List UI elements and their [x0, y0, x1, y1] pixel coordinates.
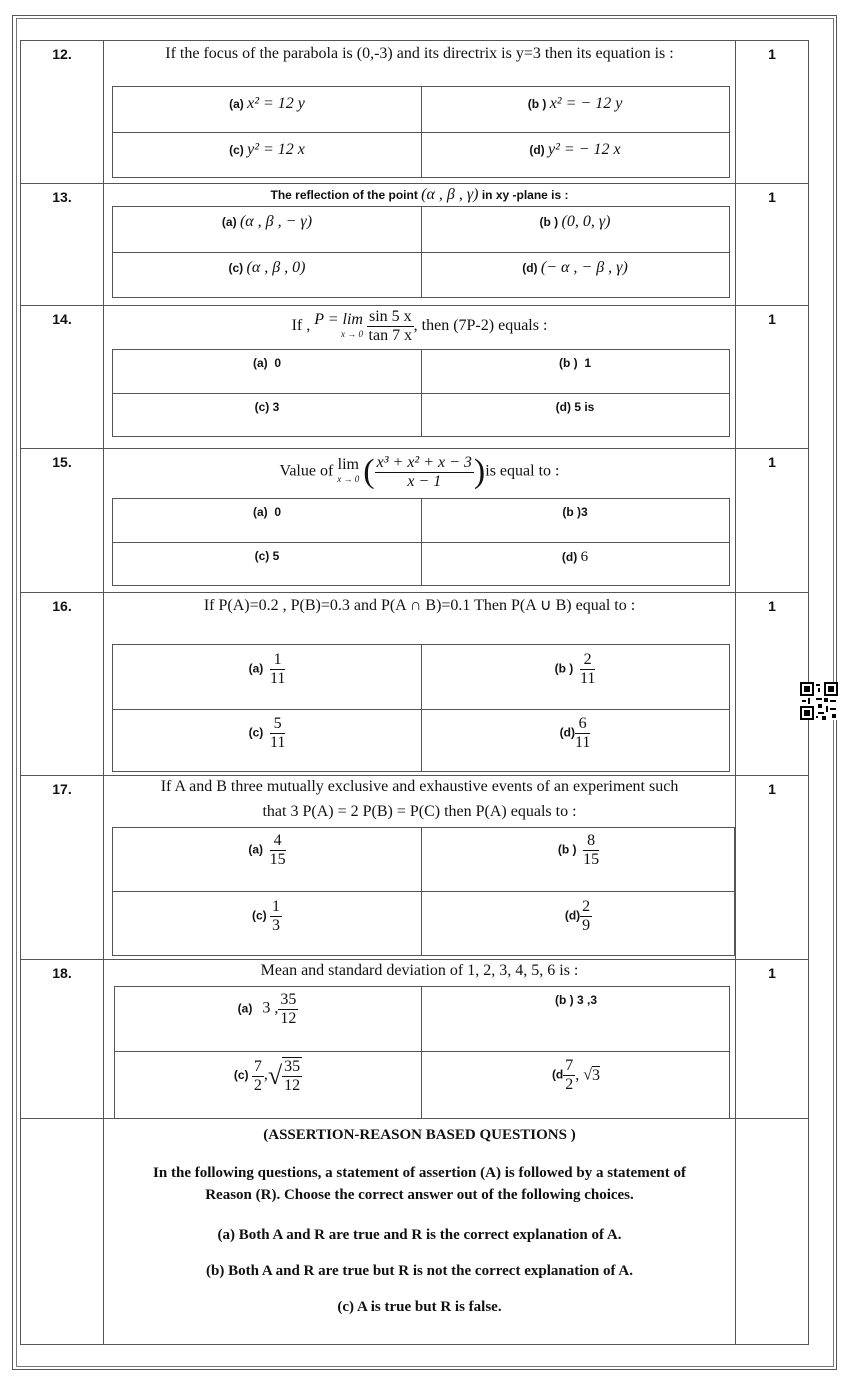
question-row-17 — [20, 776, 809, 960]
question-stem: The reflection of the point (α , β , γ) in xy -plane is : — [270, 186, 569, 203]
question-row-16 — [20, 593, 809, 776]
qr-code-icon — [800, 682, 838, 720]
section-heading: (ASSERTION-REASON BASED QUESTIONS ) — [263, 1127, 576, 1143]
instructions-line-2: Reason (R). Choose the correct answer out of the following choices. — [205, 1187, 634, 1203]
marks: 1 — [735, 306, 808, 448]
marks: 1 — [735, 593, 808, 775]
option-a: (a) 3 , $\frac{35}{12}$ — [237, 991, 297, 1027]
question-stem-line-2: that 3 P(A) = 2 P(B) = P(C) then P(A) equals to : — [262, 803, 577, 820]
option-b: (b ) $\frac{2}{11}$ — [554, 651, 596, 687]
option-c: (c) 5 — [254, 549, 280, 563]
question-number-blank — [21, 1119, 104, 1344]
option-a: (a) 0 — [252, 356, 282, 370]
option-d: (d) 6 — [561, 549, 589, 565]
question-stem: Mean and standard deviation of 1, 2, 3, 4, 5, 6 is : — [260, 962, 579, 979]
option-b: (b ) 3 ,3 — [554, 993, 597, 1007]
options-grid — [112, 206, 730, 298]
options-grid — [112, 498, 730, 586]
choice-b: (b) Both A and R are true but R is not the correct explanation of A. — [206, 1263, 633, 1279]
option-b: (b ) (0, 0, γ) — [539, 213, 611, 230]
question-row-12 — [20, 40, 809, 184]
option-b: (b ) 1 — [558, 356, 591, 370]
question-number: 15. — [21, 449, 104, 592]
choice-c: (c) A is true but R is false. — [337, 1299, 502, 1315]
question-stem-line-1: If A and B three mutually exclusive and exhaustive events of an experiment such — [160, 778, 679, 795]
option-d: (d) $\frac{6}{11}$ — [559, 715, 591, 751]
option-c: (c) $\frac{1}{3}$ — [251, 898, 280, 934]
choice-a: (a) Both A and R are true and R is the correct explanation of A. — [217, 1227, 622, 1243]
question-stem: If the focus of the parabola is (0,-3) and its directrix is y=3 then its equation is : — [165, 45, 674, 62]
marks: 1 — [735, 41, 808, 183]
options-grid — [112, 644, 730, 772]
marks: 1 — [735, 776, 808, 959]
option-d: (d) y² = − 12 x — [529, 141, 621, 158]
question-number: 13. — [21, 184, 104, 305]
question-row-14 — [20, 306, 809, 449]
option-d: (d) $\frac{2}{9}$ — [564, 898, 591, 934]
marks-blank — [735, 1119, 808, 1344]
option-c: (c) $\frac{7}{2}$ ,√ $\frac{35}{12}$ — [233, 1057, 301, 1094]
option-b: (b ) x² = − 12 y — [527, 95, 623, 112]
question-row-18 — [20, 960, 809, 1119]
option-a: (a) x² = 12 y — [229, 95, 305, 112]
question-stem: If P(A)=0.2 , P(B)=0.3 and P(A ∩ B)=0.1 Then P(A ∪ B) equal to : — [203, 597, 636, 614]
instructions-line-1: In the following questions, a statement of assertion (A) is followed by a statement of — [153, 1165, 686, 1181]
options-grid — [112, 86, 730, 178]
question-row-15 — [20, 449, 809, 593]
options-grid — [114, 986, 730, 1119]
options-grid — [112, 827, 735, 956]
question-stem: If , P = lim x → 0 $\frac{\sin 5 x}{\tan 7 x}$ , then (7P-2) equals : — [291, 308, 548, 344]
assertion-reason-section — [20, 1119, 809, 1345]
question-row-13 — [20, 184, 809, 306]
option-a: (a) 0 — [252, 505, 282, 519]
option-d: (d) (− α , − β , γ) — [522, 259, 628, 276]
marks: 1 — [735, 184, 808, 305]
option-a: (a) $\frac{4}{15}$ — [248, 832, 286, 868]
option-c: (c) 3 — [254, 400, 280, 414]
option-b: (b )3 — [562, 505, 588, 519]
option-a: (a) (α , β , − γ) — [221, 213, 313, 230]
question-number: 14. — [21, 306, 104, 448]
question-stem: Value of lim x → 0 ( $\frac{\text{x³ + x² + x − 3}}{x - 1}$ )is equal to : — [279, 453, 560, 490]
option-c: (c) (α , β , 0) — [228, 259, 306, 276]
option-a: (a) $\frac{1}{11}$ — [248, 651, 286, 687]
option-b: (b ) $\frac{8}{15}$ — [557, 832, 600, 868]
options-grid — [112, 349, 730, 437]
question-number: 16. — [21, 593, 104, 775]
option-d: (d) 5 is — [555, 400, 595, 414]
option-d: (d $\frac{7}{2}$ , √3 — [551, 1057, 601, 1093]
question-number: 17. — [21, 776, 104, 959]
question-number: 18. — [21, 960, 104, 1118]
option-c: (c) $\frac{5}{11}$ — [248, 715, 286, 751]
question-number: 12. — [21, 41, 104, 183]
option-c: (c) y² = 12 x — [229, 141, 305, 158]
marks: 1 — [735, 449, 808, 592]
marks: 1 — [735, 960, 808, 1118]
